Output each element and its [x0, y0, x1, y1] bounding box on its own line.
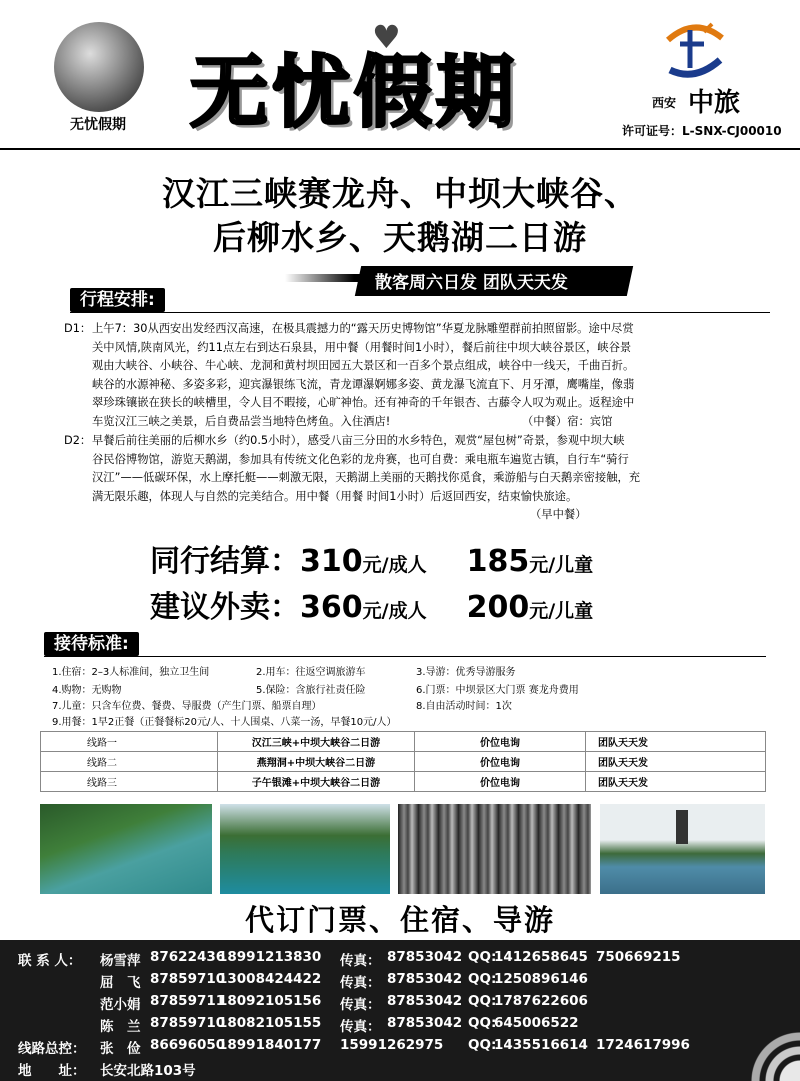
contact-qq: 1787622606 — [494, 993, 588, 1009]
supervisor-mobile: 18991840177 — [218, 1037, 322, 1053]
adult-unit: 元/成人 — [362, 554, 427, 576]
photo-cave — [398, 804, 591, 894]
tour-title-line2: 后柳水乡、天鹅湖二日游 — [213, 218, 587, 257]
tour-title-line1: 汉江三峡赛龙舟、中坝大峡谷、 — [162, 174, 638, 213]
standard-item: 2.用车：往返空调旅游车 — [256, 667, 366, 678]
table-row — [41, 772, 766, 792]
itinerary-line: 上午7：30从西安出发经西汉高速，在极具震撼力的“露天历史博物馆”华夏龙脉雕塑群前拍照留影。途中尽赏 — [92, 322, 634, 335]
route-price: 价位电询 — [415, 732, 586, 752]
supervisor-mobile2: 15991262975 — [340, 1037, 444, 1053]
supervisor-qq2: 1724617996 — [596, 1037, 690, 1053]
itinerary-day-1 — [64, 320, 770, 432]
day-label: D1： — [64, 322, 92, 335]
supervisor-qq: 1435516614 — [494, 1037, 588, 1053]
photo-river-boats — [220, 804, 390, 894]
contact-mobile: 13008424422 — [218, 971, 322, 987]
photo-valley-walkway — [40, 804, 212, 894]
routes-table — [40, 731, 766, 792]
itinerary-line: 观由大峡谷、小峡谷、牛心峡、龙洞和黄村坝田园五大景区和一百多个景点组成，峡谷中一线天，千曲百折。 — [92, 359, 635, 373]
standard-item: 9.用餐：1早2正餐（正餐餐标20元/人、十人围桌、八菜一汤，早餐10元/人） — [52, 717, 397, 728]
price-colon: ： — [270, 544, 300, 579]
fax-label: 传真： — [340, 975, 381, 991]
pagoda-icon — [676, 810, 688, 844]
route-title: 汉江三峡+中坝大峡谷二日游 — [218, 732, 415, 752]
contact-fax: 87853042 — [387, 1015, 463, 1031]
address-label: 地 址： — [18, 1063, 86, 1079]
table-row — [41, 732, 766, 752]
route-schedule: 团队天天发 — [586, 772, 766, 792]
contact-phone: 87622436 — [150, 949, 226, 965]
route-title: 子午银滩+中坝大峡谷二日游 — [218, 772, 415, 792]
standards-heading: 接待标准: — [44, 632, 139, 656]
contact-mobile: 18092105156 — [218, 993, 322, 1009]
route-name: 线路三 — [41, 772, 218, 792]
contact-fax: 87853042 — [387, 971, 463, 987]
qq-label: QQ: — [468, 1037, 497, 1053]
partner-logo — [622, 20, 790, 140]
price-row-retail — [150, 582, 593, 626]
adult-price: 360 — [300, 590, 363, 625]
contact-qq: 1250896146 — [494, 971, 588, 987]
contact-name: 范小娟 — [100, 997, 141, 1013]
standard-item: 6.门票：中坝景区大门票 赛龙舟费用 — [416, 685, 579, 696]
price-label: 同行结算 — [150, 544, 270, 579]
partner-name: 中旅 — [688, 88, 741, 118]
qq-label: QQ: — [468, 993, 497, 1009]
contact-qq: 1412658645 — [494, 949, 588, 965]
itinerary-rule — [70, 312, 770, 313]
qq-label: QQ: — [468, 949, 497, 965]
standard-item: 3.导游：优秀导游服务 — [416, 667, 516, 678]
standard-item: 7.儿童：只含车位费、餐费、导服费（产生门票、船票自理） — [52, 701, 322, 712]
route-name: 线路二 — [41, 752, 218, 772]
day-label: D2： — [64, 434, 92, 447]
price-row-wholesale — [150, 536, 593, 580]
standards-rule — [44, 656, 766, 657]
contact-mobile: 18082105155 — [218, 1015, 322, 1031]
supervisor-label: 线路总控： — [18, 1041, 86, 1057]
adult-unit: 元/成人 — [362, 600, 427, 622]
itinerary-line: 翠珍珠镶嵌在狭长的峡槽里，令人目不暇接，心旷神怡。还有神奇的千年银杏、古藤令人叹为观止。返程途中 — [92, 396, 635, 410]
contact-qq: 645006522 — [494, 1015, 579, 1031]
license-number: 许可证号：L-SNX-CJ00010 — [622, 124, 782, 138]
globe-logo-icon — [54, 22, 144, 112]
child-unit: 元/儿童 — [529, 554, 594, 576]
contact-phone: 87859710 — [150, 971, 226, 987]
contacts-label: 联 系 人： — [18, 953, 82, 969]
standard-item: 8.自由活动时间：1次 — [416, 701, 512, 712]
itinerary-day-2 — [64, 432, 770, 525]
adult-price: 310 — [300, 544, 363, 579]
supervisor-name: 张 俭 — [100, 1041, 141, 1057]
fax-label: 传真： — [340, 1019, 381, 1035]
route-title: 燕翔洞+中坝大峡谷二日游 — [218, 752, 415, 772]
standard-item: 1.住宿：2–3人标准间，独立卫生间 — [52, 667, 210, 678]
contact-fax: 87853042 — [387, 949, 463, 965]
departure-banner: 散客周六日发 团队天天发 — [375, 273, 568, 293]
address-value: 长安北路103号 — [100, 1063, 196, 1079]
child-price: 185 — [466, 544, 530, 579]
contact-name: 陈 兰 — [100, 1019, 141, 1035]
itinerary-line: 车览汉江三峡之美景，后自费品尝当地特色烤鱼。入住酒店! — [92, 414, 391, 428]
brand-title: 无忧假期 — [190, 48, 519, 138]
meals-note: （早中餐） — [530, 508, 587, 522]
contact-name: 杨雪萍 — [100, 953, 141, 969]
route-schedule: 团队天天发 — [586, 752, 766, 772]
price-label: 建议外卖 — [150, 590, 270, 625]
qq-label: QQ: — [468, 971, 497, 987]
child-price: 200 — [466, 590, 530, 625]
heart-icon: ♥ — [372, 18, 401, 56]
company-logo — [48, 22, 148, 132]
partner-city: 西安 — [652, 96, 677, 110]
supervisor-phone: 86696050 — [150, 1037, 226, 1053]
contact-phone: 87859710 — [150, 1015, 226, 1031]
route-name: 线路一 — [41, 732, 218, 752]
zhonglv-mark-icon — [660, 20, 730, 80]
itinerary-line: 谷民俗博物馆，游览天鹅湖，参加具有传统文化色彩的龙舟赛，也可自费：乘电瓶车遍览古镇，自行车“骑行 — [92, 452, 629, 466]
meals-note: （中餐）宿：宾馆 — [522, 414, 613, 428]
itinerary-line: 关中风情,陕南风光，约11点左右到达石泉县，用中餐（用餐时间1小时），餐后前往中坝大峡谷景区，峡谷景 — [92, 340, 632, 354]
contact-name: 屈 飞 — [100, 975, 141, 991]
contact-fax: 87853042 — [387, 993, 463, 1009]
child-unit: 元/儿童 — [529, 600, 594, 622]
ornament-icon — [690, 950, 800, 1081]
route-schedule: 团队天天发 — [586, 732, 766, 752]
itinerary-line: 满无限乐趣，体现人与自然的完美结合。用中餐（用餐 时间1小时）后返回西安，结束愉快旅途。 — [92, 489, 578, 503]
contact-qq2: 750669215 — [596, 949, 681, 965]
logo-caption: 无忧假期 — [70, 117, 126, 133]
itinerary-heading: 行程安排: — [70, 288, 165, 312]
itinerary-line: 峡谷的水源神秘、多姿多彩，迎宾瀑银练飞流，青龙谭瀑婀娜多姿、黄龙瀑飞流直下、月牙潭，鹰嘴崖，像翡 — [92, 377, 635, 391]
table-row — [41, 752, 766, 772]
itinerary-line: 汉江”——低碳环保，水上摩托艇——刺激无限，天鹅湖上美丽的天鹅找你觅食，乘游船与白天鹅亲密接触，充 — [92, 471, 641, 485]
itinerary-line: 早餐后前往美丽的后柳水乡（约0.5小时），感受八亩三分田的水乡特色，观赏“屋包树”奇景，参观中坝大峡 — [92, 434, 625, 447]
qq-label: QQ: — [468, 1015, 497, 1031]
contact-phone: 87859711 — [150, 993, 226, 1009]
price-colon: ： — [270, 590, 300, 625]
fax-label: 传真： — [340, 953, 381, 969]
header — [0, 0, 800, 150]
standard-item: 5.保险：含旅行社责任险 — [256, 685, 366, 696]
route-price: 价位电询 — [415, 772, 586, 792]
contact-mobile: 18991213830 — [218, 949, 322, 965]
standard-item: 4.购物：无购物 — [52, 685, 122, 696]
route-price: 价位电询 — [415, 752, 586, 772]
fax-label: 传真： — [340, 997, 381, 1013]
services-slogan: 代订门票、住宿、导游 — [244, 903, 555, 937]
